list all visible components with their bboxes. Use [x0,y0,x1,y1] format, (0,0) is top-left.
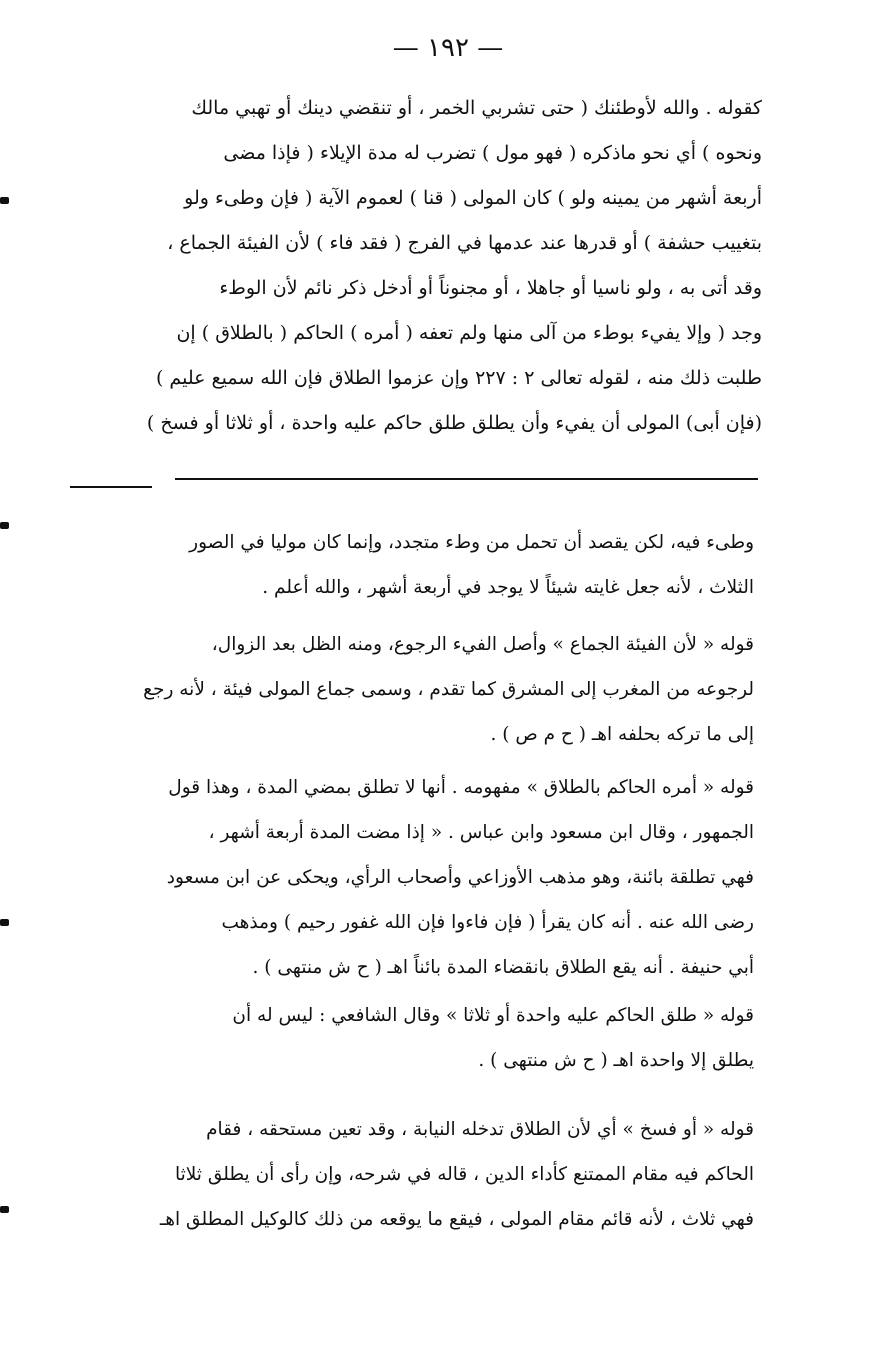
commentary-line: قوله « أمره الحاكم بالطلاق » مفهومه . أنها لا تطلق بمضي المدة ، وهذا قول [168,777,754,798]
main-text-line: بتغييب حشفة ) أو قدرها عند عدمها في الفرج ( فقد فاء ) لأن الفيئة الجماع ، [167,232,762,254]
commentary-paragraph [72,1107,754,1242]
main-text-line: أربعة أشهر من يمينه ولو ) كان المولى ( قنا ) لعموم الآية ( فإن وطىء ولو [184,187,762,209]
margin-mark [0,522,9,529]
commentary-line: رضى الله عنه . أنه كان يقرأ ( فإن فاءوا فإن الله غفور رحيم ) ومذهب [221,912,754,933]
main-text-line: ونحوه ) أي نحو ماذكره ( فهو مول ) تضرب له مدة الإيلاء ( فإذا مضى [223,142,762,164]
commentary-line: الثلاث ، لأنه جعل غايته شيئاً لا يوجد في أربعة أشهر ، والله أعلم . [262,577,754,598]
commentary-line: أبي حنيفة . أنه يقع الطلاق بانقضاء المدة بائناً اهـ ( ح ش منتهى ) . [252,957,754,978]
margin-mark [0,1206,9,1213]
commentary-line: الجمهور ، وقال ابن مسعود وابن عباس . « إذا مضت المدة أربعة أشهر ، [208,822,754,843]
commentary-paragraph [72,765,754,990]
commentary-line: فهي تطلقة بائنة، وهو مذهب الأوزاعي وأصحاب الرأي، ويحكى عن ابن مسعود [166,867,754,888]
commentary-paragraph [72,520,754,610]
commentary-line: إلى ما تركه بحلفه اهـ ( ح م ص ) . [490,724,754,745]
commentary-paragraph [72,622,754,757]
commentary-line: فهي ثلاث ، لأنه قائم مقام المولى ، فيقع ما يوقعه من ذلك كالوكيل المطلق اهـ [159,1209,754,1230]
footnote-separator-long [175,478,758,480]
margin-mark [0,197,9,204]
commentary-line: الحاكم فيه مقام الممتنع كأداء الدين ، قاله في شرحه، وإن رأى أن يطلق ثلاثا [174,1164,754,1185]
commentary-line: قوله « طلق الحاكم عليه واحدة أو ثلاثا » وقال الشافعي : ليس له أن [232,1005,754,1026]
main-text-line: (فإن أبى) المولى أن يفيء وأن يطلق طلق حاكم عليه واحدة ، أو ثلاثا أو فسخ ) [146,412,762,434]
main-text-line: وقد أتى به ، ولو ناسيا أو جاهلا ، أو مجنوناً أو أدخل ذكر نائم لأن الوطء [219,277,762,299]
commentary-line: قوله « لأن الفيئة الجماع » وأصل الفيء الرجوع، ومنه الظل بعد الزوال، [211,634,754,655]
main-text-line: طلبت ذلك منه ، لقوله تعالى ٢ : ٢٢٧ وإن عزموا الطلاق فإن الله سميع عليم ) [155,367,762,389]
commentary-line: يطلق إلا واحدة اهـ ( ح ش منتهى ) . [478,1050,754,1071]
main-text-line: وجد ( وإلا يفيء بوطء من آلى منها ولم تعفه ( أمره ) الحاكم ( بالطلاق ) إن [176,322,762,344]
margin-mark [0,919,9,926]
main-text-line: كقوله . والله لأوطئنك ( حتى تشربي الخمر ، أو تنقضي دينك أو تهبي مالك [191,97,762,119]
page-number: — ١٩٢ — [392,33,504,63]
commentary-paragraph [72,993,754,1083]
main-text [66,86,762,446]
commentary-line: قوله « أو فسخ » أي لأن الطلاق تدخله النيابة ، وقد تعين مستحقه ، فقام [206,1119,754,1140]
footnote-separator-short [70,486,152,488]
commentary-line: وطىء فيه، لكن يقصد أن تحمل من وطء متجدد، وإنما كان موليا في الصور [189,532,754,553]
commentary-line: لرجوعه من المغرب إلى المشرق كما تقدم ، وسمى جماع المولى فيئة ، لأنه رجع [143,679,754,700]
